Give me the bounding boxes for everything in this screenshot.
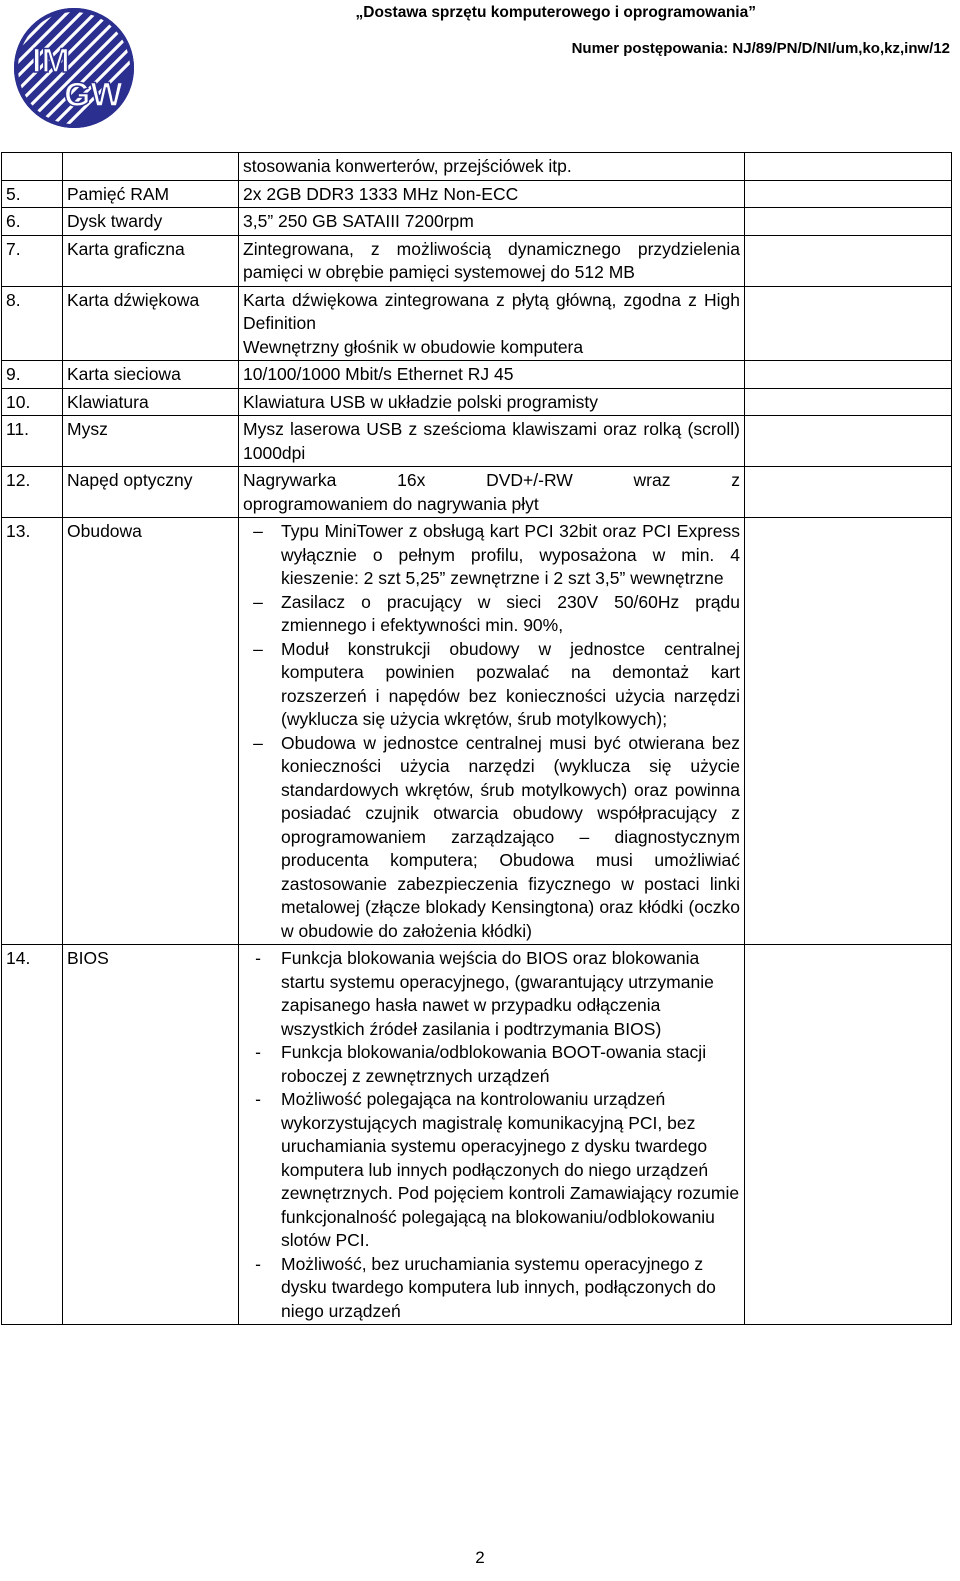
row-component: Dysk twardy (63, 208, 239, 236)
row-description: Zintegrowana, z możliwością dynamicznego przydzielenia pamięci w obrębie pamięci systemowej do 512 MB (239, 235, 745, 286)
imgw-logo (12, 6, 136, 130)
row-description: Mysz laserowa USB z sześcioma klawiszami oraz rolką (scroll) 1000dpi (239, 416, 745, 467)
list-item (243, 638, 740, 732)
table-row (2, 467, 952, 518)
page-number: 2 (475, 1548, 485, 1567)
table-row (2, 286, 952, 361)
table-row (2, 180, 952, 208)
row-description: 3,5” 250 GB SATAIII 7200rpm (239, 208, 745, 236)
row-description (239, 286, 745, 361)
list-item (243, 591, 740, 638)
requirements-list (243, 947, 740, 1323)
row-number: 6. (2, 208, 63, 236)
table-row (2, 208, 952, 236)
row-component: Karta dźwiękowa (63, 286, 239, 361)
description-line: Nagrywarka 16x DVD+/-RW wraz z (243, 470, 740, 490)
list-item (243, 520, 740, 591)
row-offer-cell (745, 180, 952, 208)
dash-bullet: – (253, 591, 263, 612)
row-description: 10/100/1000 Mbit/s Ethernet RJ 45 (239, 361, 745, 389)
row-component: Mysz (63, 416, 239, 467)
list-item (243, 1253, 740, 1324)
table-row (2, 416, 952, 467)
row-offer-cell (745, 286, 952, 361)
requirement-text: Możliwość polegająca na kontrolowaniu urządzeń wykorzystujących magistralę komunikacyjną PCI, bez uruchamiania systemu operacyjnego z dysku twardego komputera lub innych podłączonych do niego urządzeń zewnętrznych. Pod pojęciem kontroli Zamawiający rozumie funkcjonalność polegającą na blokowaniu/odblokowaniu slotów PCI. (281, 1089, 740, 1250)
requirement-text: Funkcja blokowania/odblokowania BOOT-owania stacji roboczej z zewnętrznych urządzeń (281, 1042, 707, 1086)
requirement-text: Moduł konstrukcji obudowy w jednostce centralnej komputera powinien pozwalać na demontaż kart rozszerzeń i napędów bez konieczności użycia narzędzi (wyklucza się użycia wkrętów, śrub motylkowych); (281, 638, 740, 729)
row-description (239, 945, 745, 1325)
row-offer-cell (745, 361, 952, 389)
requirement-text: Obudowa w jednostce centralnej musi być otwierana bez konieczności użycia narzędzi (wyklucza się użycie standardowych wkrętów, śrub motylkowych) oraz powinna posiadać czujnik otwarcia obudowy współpracujący z oprogramowaniem zarządzająco – diagnostycznym producenta komputera; Obudowa musi umożliwiać zastosowanie zabezpieczenia fizycznego w postaci linki metalowej (złącze blokady Kensingtona) oraz kłódki (oczko w obudowie do założenia kłódki) (281, 732, 740, 941)
dash-bullet: - (255, 1089, 261, 1109)
dash-bullet: - (255, 1042, 261, 1062)
row-offer-cell (745, 467, 952, 518)
dash-bullet: – (253, 732, 263, 753)
row-number: 5. (2, 180, 63, 208)
table-row (2, 153, 952, 181)
table-row (2, 945, 952, 1325)
list-item (243, 1041, 740, 1088)
requirement-text: Zasilacz o pracujący w sieci 230V 50/60Hz prądu zmiennego i efektywności min. 90%, (281, 591, 740, 635)
dash-bullet: – (253, 638, 263, 659)
requirements-list (243, 520, 740, 943)
description-line: Wewnętrzny głośnik w obudowie komputera (243, 336, 584, 357)
list-item (243, 1088, 740, 1253)
dash-bullet: - (255, 948, 261, 968)
list-item (243, 732, 740, 944)
row-description (239, 518, 745, 945)
row-component: Obudowa (63, 518, 239, 945)
row-offer-cell (745, 416, 952, 467)
row-offer-cell (745, 518, 952, 945)
procedure-number: Numer postępowania: NJ/89/PN/D/NI/um,ko,kz,inw/12 (571, 40, 950, 57)
svg-text:IM: IM (32, 42, 70, 80)
row-number: 11. (2, 416, 63, 467)
row-offer-cell (745, 208, 952, 236)
svg-text:GW: GW (64, 76, 123, 114)
dash-bullet: – (253, 521, 263, 541)
description-line: Karta dźwiękowa zintegrowana z płytą główną, zgodna z High Definition (243, 289, 740, 333)
row-component: Karta sieciowa (63, 361, 239, 389)
requirement-text: Funkcja blokowania wejścia do BIOS oraz blokowania startu systemu operacyjnego, (gwarantujący utrzymanie zapisanego hasła nawet w przypadku odłączenia wszystkich źródeł zasilania i podtrzymania BIOS) (281, 948, 714, 1039)
table-row (2, 518, 952, 945)
dash-bullet: - (255, 1253, 261, 1274)
row-number (2, 153, 63, 181)
table-row (2, 235, 952, 286)
table-row (2, 361, 952, 389)
row-description (239, 467, 745, 518)
row-number: 13. (2, 518, 63, 945)
list-item (243, 947, 740, 1041)
row-description: 2x 2GB DDR3 1333 MHz Non-ECC (239, 180, 745, 208)
requirement-text: Typu MiniTower z obsługą kart PCI 32bit oraz PCI Express wyłącznie o pełnym profilu, wyposażona w min. 4 kieszenie: 2 szt 5,25” zewnętrzne i 2 szt 3,5” wewnętrzne (281, 521, 740, 588)
row-offer-cell (745, 235, 952, 286)
row-number: 14. (2, 945, 63, 1325)
row-component: Napęd optyczny (63, 467, 239, 518)
specification-table (1, 152, 952, 1325)
row-component: Klawiatura (63, 388, 239, 416)
row-offer-cell (745, 945, 952, 1325)
row-component: BIOS (63, 945, 239, 1325)
row-offer-cell (745, 388, 952, 416)
description-line: oprogramowaniem do nagrywania płyt (243, 493, 539, 514)
row-number: 12. (2, 467, 63, 518)
requirement-text: Możliwość, bez uruchamiania systemu operacyjnego z dysku twardego komputera lub innych, podłączonych do niego urządzeń (281, 1253, 716, 1321)
row-description: stosowania konwerterów, przejściówek itp. (239, 153, 745, 181)
row-component (63, 153, 239, 181)
row-number: 10. (2, 388, 63, 416)
row-offer-cell (745, 153, 952, 181)
table-row (2, 388, 952, 416)
row-number: 7. (2, 235, 63, 286)
row-number: 9. (2, 361, 63, 389)
row-number: 8. (2, 286, 63, 361)
row-component: Pamięć RAM (63, 180, 239, 208)
document-title: „Dostawa sprzętu komputerowego i oprogramowania” (355, 4, 756, 21)
row-description: Klawiatura USB w układzie polski programisty (239, 388, 745, 416)
row-component: Karta graficzna (63, 235, 239, 286)
